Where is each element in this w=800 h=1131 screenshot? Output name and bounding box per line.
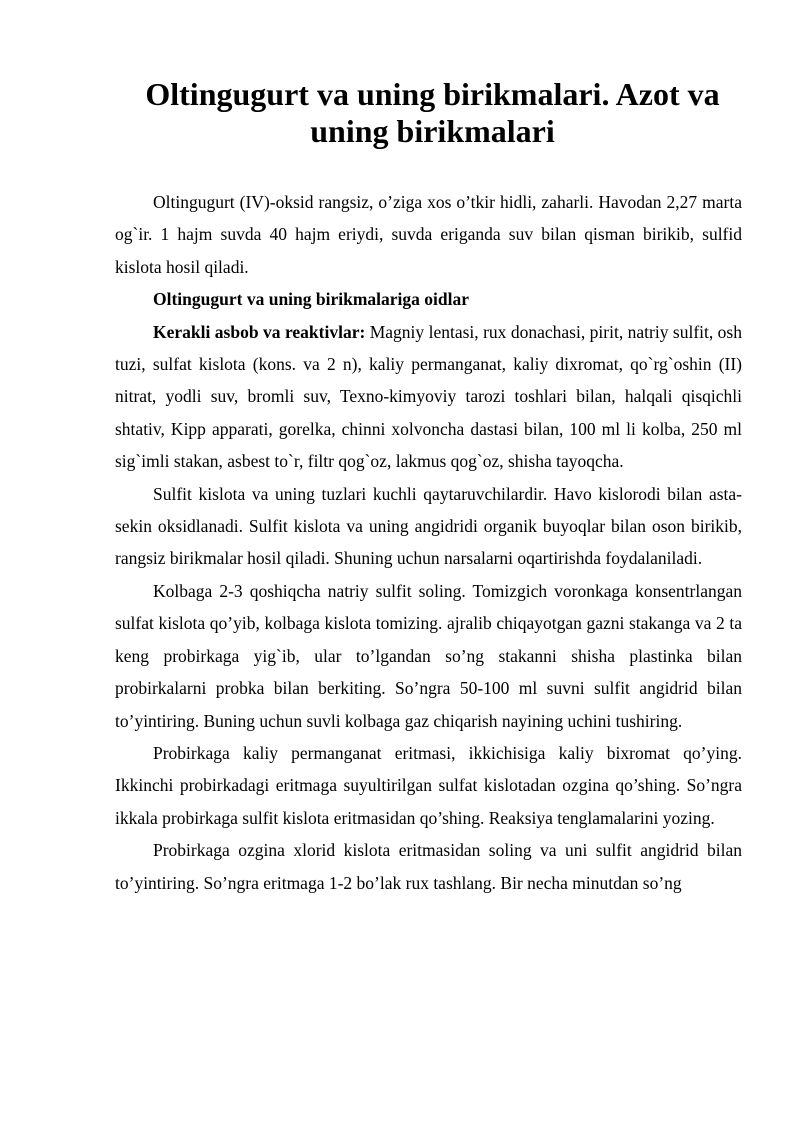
paragraph-flask-procedure [115, 575, 742, 737]
paragraph-text: Oltingugurt (IV)-oksid rangsiz, o’ziga xos o’tkir hidli, zaharli. Havodan 2,27 marta og`ir. 1 hajm suvda 40 hajm eriydi, suvda eriganda suv bilan qisman birikib, sulfid kislota hosil qiladi. [115, 192, 742, 277]
section-heading [115, 283, 742, 315]
paragraph-sulfur-dioxide-intro [115, 186, 742, 283]
paragraph-lead: Kerakli asbob va reaktivlar: [153, 321, 366, 342]
paragraph-text: Probirkaga ozgina xlorid kislota eritmasidan soling va uni sulfit angidrid bilan to’yintiring. So’ngra eritmaga 1-2 bo’lak rux tashlang. Bir necha minutdan so’ng [115, 840, 742, 893]
paragraph-sulfurous-acid [115, 478, 742, 575]
paragraph-text: Probirkaga kaliy permanganat eritmasi, ikkichisiga kaliy bixromat qo’ying. Ikkinchi probirkadagi eritmaga suyultirilgan sulfat kislotadan ozgina qo’shing. So’ngra ikkala probirkaga sulfit kislota eritmasidan qo’shing. Reaksiya tenglamalarini yozing. [115, 742, 742, 828]
paragraph-zinc-test [115, 834, 742, 899]
paragraph-text: Sulfit kislota va uning tuzlari kuchli qaytaruvchilardir. Havo kislorodi bilan asta-sekin oksidlanadi. Sulfit kislota va uning angidridi organik buyoqlar bilan oson birikib, rangsiz birikmalar hosil qiladi. Shuning uchun narsalarni oqartirishda foydalaniladi. [115, 483, 742, 569]
paragraph-equipment-list [115, 316, 742, 478]
page-title: Oltingugurt va uning birikmalari. Azot va uning birikmalari [145, 76, 720, 149]
document-body [115, 186, 742, 899]
paragraph-text: Kolbaga 2-3 qoshiqcha natriy sulfit soling. Tomizgich voronkaga konsentrlangan sulfat kislota qo’yib, kolbaga kislota tomizing. ajralib chiqayotgan gazni stakanga va 2 ta keng probirkaga yig`ib, ular to’lgandan so’ng stakanni shisha plastinka bilan probirkalarni probka bilan berkiting. So’ngra 50-100 ml suvni sulfit angidrid bilan to’yintiring. Buning uchun suvli kolbaga gaz chiqarish nayining uchini tushiring. [115, 580, 742, 731]
paragraph-text: Magniy lentasi, rux donachasi, pirit, natriy sulfit, osh tuzi, sulfat kislota (kons. va 2 n), kaliy permanganat, kaliy dixromat, qo`rg`oshin (II) nitrat, yodli suv, bromli suv, Texno-kimyoviy tarozi toshlari bilan, halqali qisqichli shtativ, Kipp apparati, gorelka, chinni xolvoncha dastasi bilan, 100 ml li kolba, 250 ml sig`imli stakan, asbest to`r, filtr qog`oz, lakmus qog`oz, shisha tayoqcha. [115, 321, 742, 472]
section-heading-text: Oltingugurt va uning birikmalariga oidlar [153, 289, 470, 310]
paragraph-permanganate-test [115, 737, 742, 834]
